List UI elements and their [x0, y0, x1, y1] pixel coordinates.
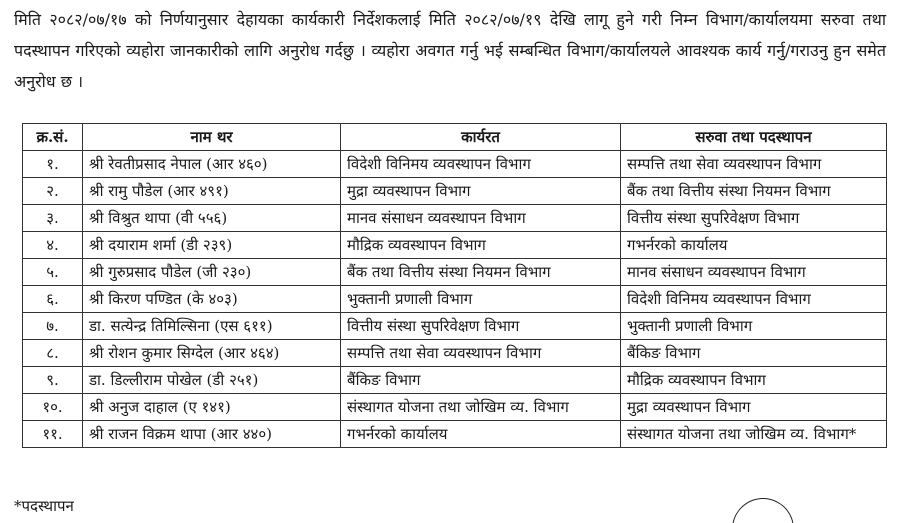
cell-name: डा. डिल्लीराम पोखेल (डी २५१)	[83, 367, 341, 394]
cell-serial: ६.	[23, 286, 83, 313]
table-row	[23, 178, 887, 205]
footnote: *पदस्थापन	[14, 497, 74, 515]
cell-name: श्री रोशन कुमार सिग्देल (आर ४६४)	[83, 340, 341, 367]
cell-current-post: मुद्रा व्यवस्थापन विभाग	[341, 178, 621, 205]
table-row	[23, 421, 887, 448]
header-current-post: कार्यरत	[341, 124, 621, 151]
cell-name: श्री रेवतीप्रसाद नेपाल (आर ४६०)	[83, 151, 341, 178]
cell-new-post: विदेशी विनिमय व्यवस्थापन विभाग	[621, 286, 887, 313]
cell-name: श्री राजन विक्रम थापा (आर ४४०)	[83, 421, 341, 448]
cell-serial: २.	[23, 178, 83, 205]
cell-name: श्री रामु पौडेल (आर ४९१)	[83, 178, 341, 205]
cell-serial: ८.	[23, 340, 83, 367]
header-new-post: सरुवा तथा पदस्थापन	[621, 124, 887, 151]
table-row	[23, 205, 887, 232]
table-header-row	[23, 124, 887, 151]
header-name: नाम थर	[83, 124, 341, 151]
cell-new-post: सम्पत्ति तथा सेवा व्यवस्थापन विभाग	[621, 151, 887, 178]
cell-current-post: मानव संसाधन व्यवस्थापन विभाग	[341, 205, 621, 232]
cell-serial: १०.	[23, 394, 83, 421]
cell-name: श्री दयाराम शर्मा (डी २३९)	[83, 232, 341, 259]
table-row	[23, 286, 887, 313]
cell-new-post: भुक्तानी प्रणाली विभाग	[621, 313, 887, 340]
cell-serial: ९.	[23, 367, 83, 394]
cell-new-post: मुद्रा व्यवस्थापन विभाग	[621, 394, 887, 421]
intro-paragraph: मिति २०८२/०७/१७ को निर्णयानुसार देहायका कार्यकारी निर्देशकलाई मिति २०८२/०७/१९ देखि लागू हुने गरी निम्न विभाग/कार्यालयमा सरुवा तथा पदस्थापन गरिएको व्यहोरा जानकारीको लागि अनुरोध गर्दछु । व्यहोरा अवगत गर्नु भई सम्बन्धित विभाग/कार्यालयले आवश्यक कार्य गर्नु/गराउनु हुन समेत अनुरोध छ ।	[14, 10, 886, 91]
cell-new-post: मानव संसाधन व्यवस्थापन विभाग	[621, 259, 887, 286]
table-row	[23, 313, 887, 340]
table-row	[23, 151, 887, 178]
cell-current-post: वित्तीय संस्था सुपरिवेक्षण विभाग	[341, 313, 621, 340]
header-serial: क्र.सं.	[23, 124, 83, 151]
cell-name: श्री गुरुप्रसाद पौडेल (जी २३०)	[83, 259, 341, 286]
cell-current-post: मौद्रिक व्यवस्थापन विभाग	[341, 232, 621, 259]
cell-new-post: वित्तीय संस्था सुपरिवेक्षण विभाग	[621, 205, 887, 232]
table-row	[23, 232, 887, 259]
cell-current-post: गभर्नरको कार्यालय	[341, 421, 621, 448]
cell-new-post: संस्थागत योजना तथा जोखिम व्य. विभाग*	[621, 421, 887, 448]
cell-new-post: बैंकिङ विभाग	[621, 340, 887, 367]
cell-current-post: बैंक तथा वित्तीय संस्था नियमन विभाग	[341, 259, 621, 286]
table-row	[23, 340, 887, 367]
cell-current-post: बैंकिङ विभाग	[341, 367, 621, 394]
cell-name: श्री किरण पण्डित (के ४०३)	[83, 286, 341, 313]
cell-serial: ११.	[23, 421, 83, 448]
cell-name: श्री अनुज दाहाल (ए १४१)	[83, 394, 341, 421]
cell-current-post: संस्थागत योजना तथा जोखिम व्य. विभाग	[341, 394, 621, 421]
table-row	[23, 394, 887, 421]
cell-new-post: गभर्नरको कार्यालय	[621, 232, 887, 259]
cell-current-post: भुक्तानी प्रणाली विभाग	[341, 286, 621, 313]
cell-serial: ४.	[23, 232, 83, 259]
cell-serial: ३.	[23, 205, 83, 232]
table-row	[23, 259, 887, 286]
cell-current-post: विदेशी विनिमय व्यवस्थापन विभाग	[341, 151, 621, 178]
table-row	[23, 367, 887, 394]
cell-new-post: मौद्रिक व्यवस्थापन विभाग	[621, 367, 887, 394]
cell-serial: १.	[23, 151, 83, 178]
signature-mark	[720, 486, 806, 523]
cell-serial: ७.	[23, 313, 83, 340]
cell-new-post: बैंक तथा वित्तीय संस्था नियमन विभाग	[621, 178, 887, 205]
transfer-table	[22, 123, 887, 448]
cell-serial: ५.	[23, 259, 83, 286]
cell-name: डा. सत्येन्द्र तिमिल्सिना (एस ६११)	[83, 313, 341, 340]
cell-current-post: सम्पत्ति तथा सेवा व्यवस्थापन विभाग	[341, 340, 621, 367]
cell-name: श्री विश्रुत थापा (वी ५५६)	[83, 205, 341, 232]
